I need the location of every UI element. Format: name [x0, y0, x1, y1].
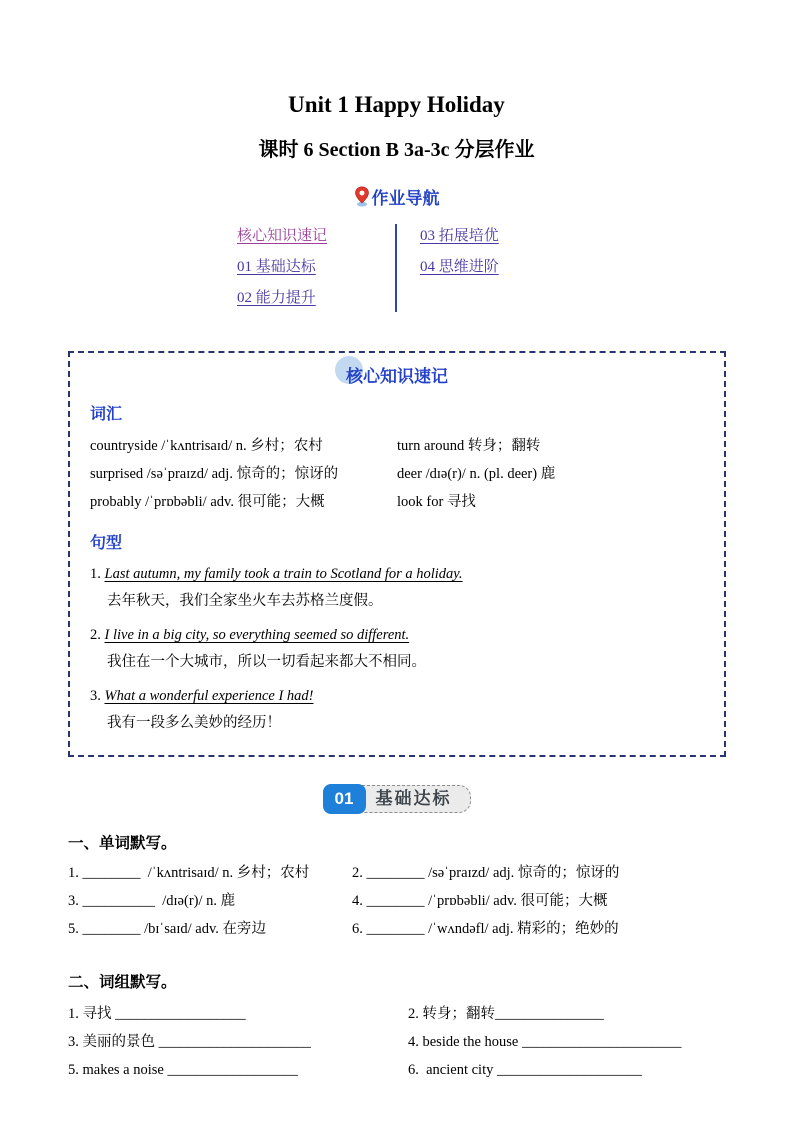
sentence-english: I live in a big city, so everything seemed so different.: [104, 627, 410, 643]
section-01-badge: [0, 784, 793, 814]
vocab-entry: probably /ˈprɒbəbli/ adv. 很可能；大概: [90, 494, 325, 510]
phrase-dictation-item: 2. 转身；翻转_______________: [408, 1006, 604, 1022]
sentence-item: [90, 561, 704, 588]
phrases-dictation-list: [68, 1000, 753, 1084]
phrase-dictation-item: 5. makes a noise __________________: [68, 1062, 298, 1078]
word-dictation-item: 5. ________ /bɪˈsaɪd/ adv. 在旁边: [68, 921, 267, 937]
sentence-chinese: 我有一段多么美妙的经历！: [107, 715, 281, 731]
sentence-label: 句型: [90, 535, 123, 552]
phrase-dictation-item: 1. 寻找 __________________: [68, 1006, 246, 1022]
nav-link-core-knowledge[interactable]: 核心知识速记: [237, 228, 328, 244]
core-knowledge-title: [346, 362, 448, 387]
sentence-number: 2.: [90, 627, 105, 643]
vocab-entry: countryside /ˈkʌntrisaɪd/ n. 乡村；农村: [90, 438, 323, 454]
sentence-number: 1.: [90, 566, 105, 582]
sentence-list: [90, 561, 704, 737]
phrases-dictation-title: 二、词组默写。: [68, 974, 177, 991]
word-dictation-item: 1. ________ /ˈkʌntrisaɪd/ n. 乡村；农村: [68, 865, 310, 881]
sentence-item: [90, 622, 704, 649]
vocab-list: [90, 432, 704, 516]
page-subtitle: 课时 6 Section B 3a-3c 分层作业: [258, 139, 535, 161]
nav-link-04-thinking[interactable]: 04 思维进阶: [420, 259, 499, 275]
sentence-chinese: 我住在一个大城市，所以一切看起来都大不相同。: [107, 654, 426, 670]
nav-link-01-basics[interactable]: 01 基础达标: [237, 259, 316, 275]
sentence-english: What a wonderful experience I had!: [104, 688, 314, 704]
vocab-entry: look for 寻找: [397, 494, 476, 510]
sentence-item: [90, 683, 704, 710]
sentence-number: 3.: [90, 688, 105, 704]
phrase-dictation-item: 6. ancient city ____________________: [408, 1062, 642, 1078]
core-knowledge-title-row: [90, 362, 704, 387]
phrase-dictation-item: 3. 美丽的景色 _____________________: [68, 1034, 311, 1050]
nav-links-left-column: [237, 221, 395, 314]
nav-links: [237, 221, 793, 314]
words-dictation-title: 一、单词默写。: [68, 835, 177, 852]
sentence-chinese: 去年秋天，我们全家坐火车去苏格兰度假。: [107, 593, 383, 609]
vocab-label: 词汇: [90, 406, 123, 423]
badge-number: 01: [323, 784, 366, 814]
nav-link-03-expansion[interactable]: 03 拓展培优: [420, 228, 499, 244]
core-knowledge-title-text: 核心知识速记: [346, 367, 448, 386]
word-dictation-item: 3. __________ /dɪə(r)/ n. 鹿: [68, 893, 236, 909]
nav-title: 作业导航: [371, 189, 440, 208]
location-pin-icon: [354, 186, 370, 207]
word-dictation-item: 6. ________ /ˈwʌndəfl/ adj. 精彩的；绝妙的: [352, 921, 619, 937]
core-knowledge-box: [68, 351, 726, 757]
vocab-entry: turn around 转身；翻转: [397, 438, 541, 454]
word-dictation-item: 2. ________ /səˈpraɪzd/ adj. 惊奇的；惊讶的: [352, 865, 620, 881]
badge-label: 基础达标: [360, 785, 471, 813]
phrase-dictation-item: 4. beside the house ______________________: [408, 1034, 682, 1050]
sentence-english: Last autumn, my family took a train to Scotland for a holiday.: [104, 566, 463, 582]
vocab-entry: surprised /səˈpraɪzd/ adj. 惊奇的；惊讶的: [90, 466, 339, 482]
nav-link-02-ability[interactable]: 02 能力提升: [237, 290, 316, 306]
page-title: Unit 1 Happy Holiday: [288, 92, 505, 117]
vocab-entry: deer /dɪə(r)/ n. (pl. deer) 鹿: [397, 466, 556, 482]
homework-nav-header: [0, 184, 793, 209]
words-dictation-list: [68, 859, 753, 943]
nav-links-right-column: [397, 221, 499, 314]
word-dictation-item: 4. ________ /ˈprɒbəbli/ adv. 很可能；大概: [352, 893, 608, 909]
